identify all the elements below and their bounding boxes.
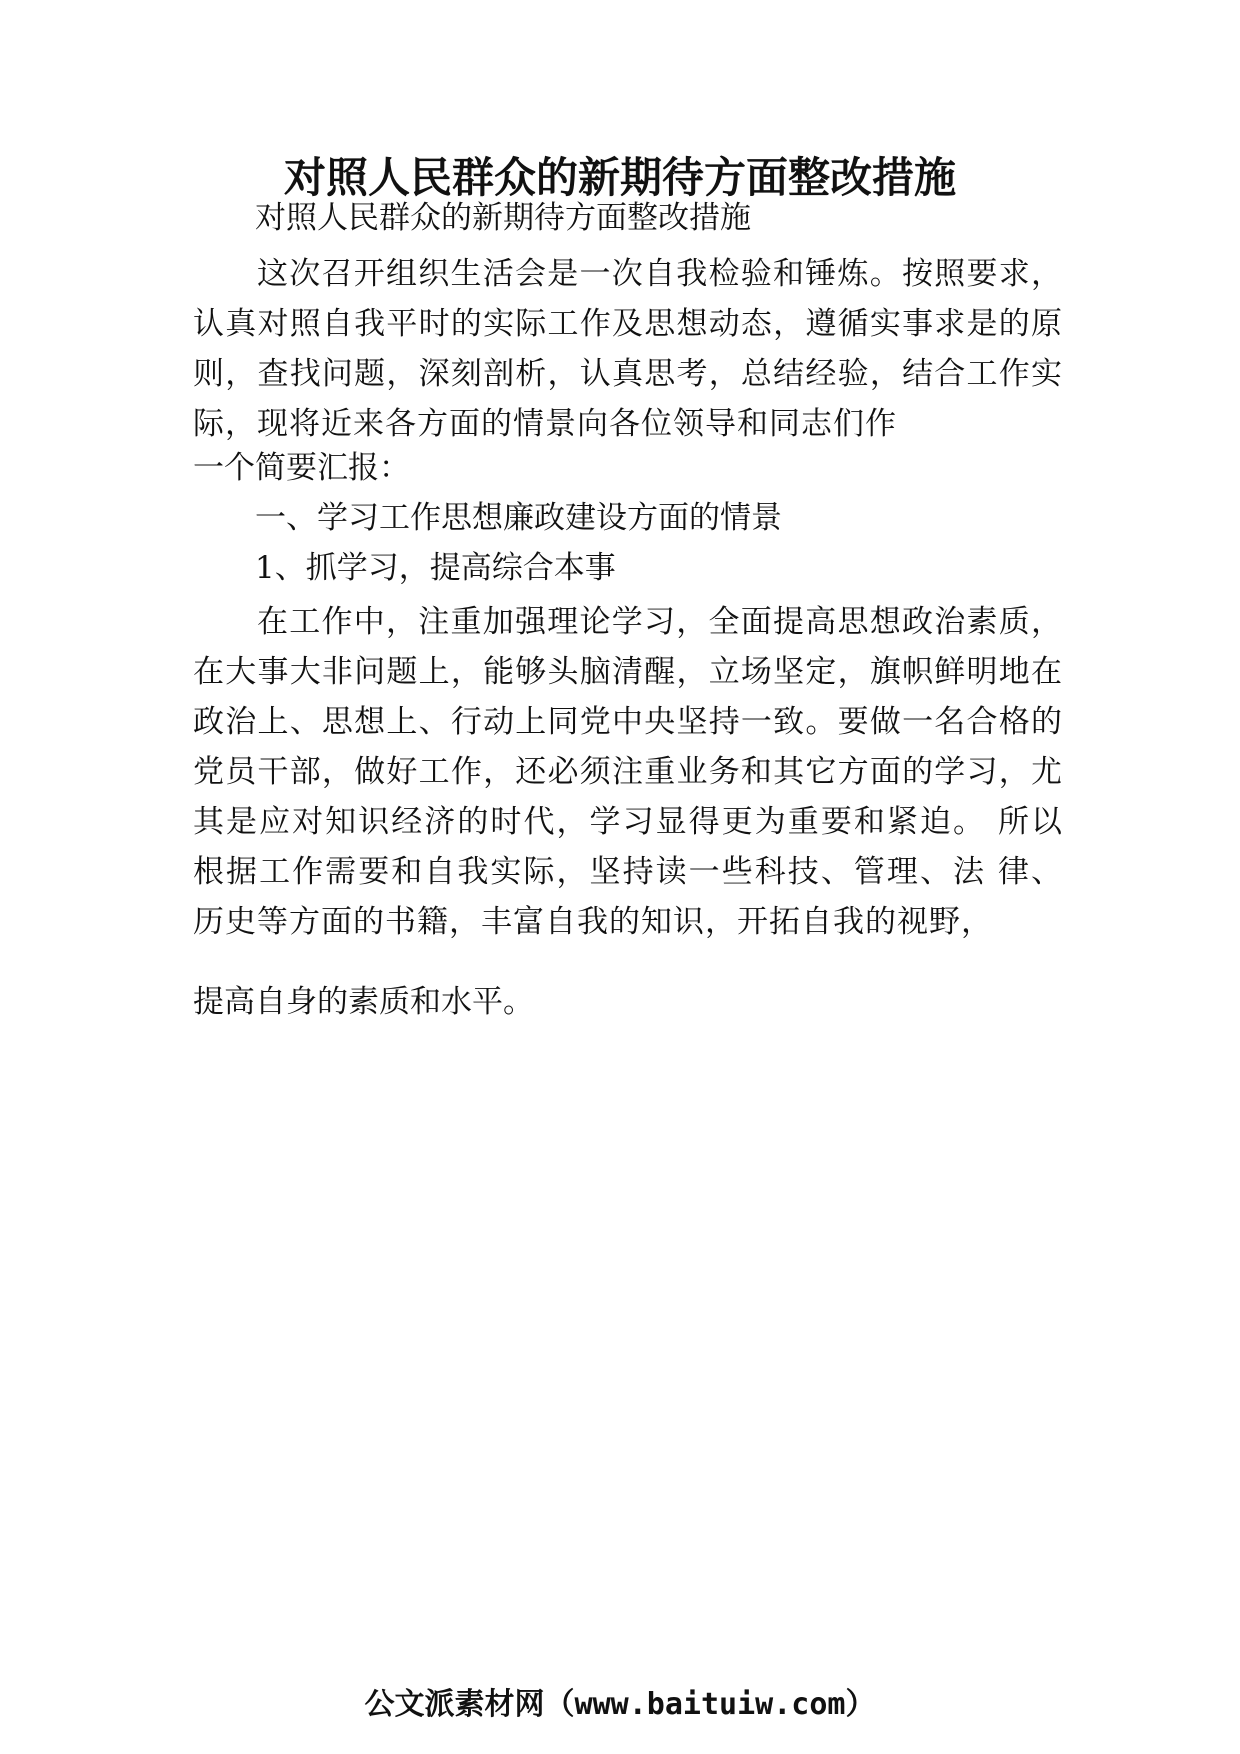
paragraph-study-tail: 提高自身的素质和水平。 bbox=[193, 984, 534, 1020]
paragraph-intro-tail: 一个简要汇报： bbox=[193, 450, 410, 486]
footer-url[interactable]: www.baituiw.com bbox=[574, 1687, 846, 1722]
subsection-heading: 1、抓学习，提高综合本事 bbox=[255, 550, 616, 586]
paragraph-intro: 这次召开组织生活会是一次自我检验和锤炼。按照要求，认真对照自我平时的实际工作及思想动态，遵循实事求是的原则，查找问题，深刻剖析，认真思考，总结经验，结合工作实际，现将近来各方面的情景向各位领导和同志们作 bbox=[193, 256, 1063, 442]
footer-watermark bbox=[0, 1685, 1240, 1725]
footer-site-name: 公文派素材网（ bbox=[364, 1687, 575, 1722]
paragraph-study: 在工作中，注重加强理论学习，全面提高思想政治素质，在大事大非问题上，能够头脑清醒，立场坚定，旗帜鲜明地在政治上、思想上、行动上同党中央坚持一致。要做一名合格的党员干部，做好工作，还必须注重业务和其它方面的学习，尤其是应对知识经济的时代，学习显得更为重要和紧迫。 所以根据工作需要和自我实际，坚持读一些科技、管理、法 律、历史等方面的书籍，丰富自我的知识，开拓自我的视野， bbox=[193, 604, 1063, 940]
document-title: 对照人民群众的新期待方面整改措施 bbox=[283, 153, 956, 202]
document-subtitle: 对照人民群众的新期待方面整改措施 bbox=[255, 200, 751, 236]
footer-close: ） bbox=[845, 1687, 876, 1722]
section-heading: 一、学习工作思想廉政建设方面的情景 bbox=[255, 500, 782, 536]
